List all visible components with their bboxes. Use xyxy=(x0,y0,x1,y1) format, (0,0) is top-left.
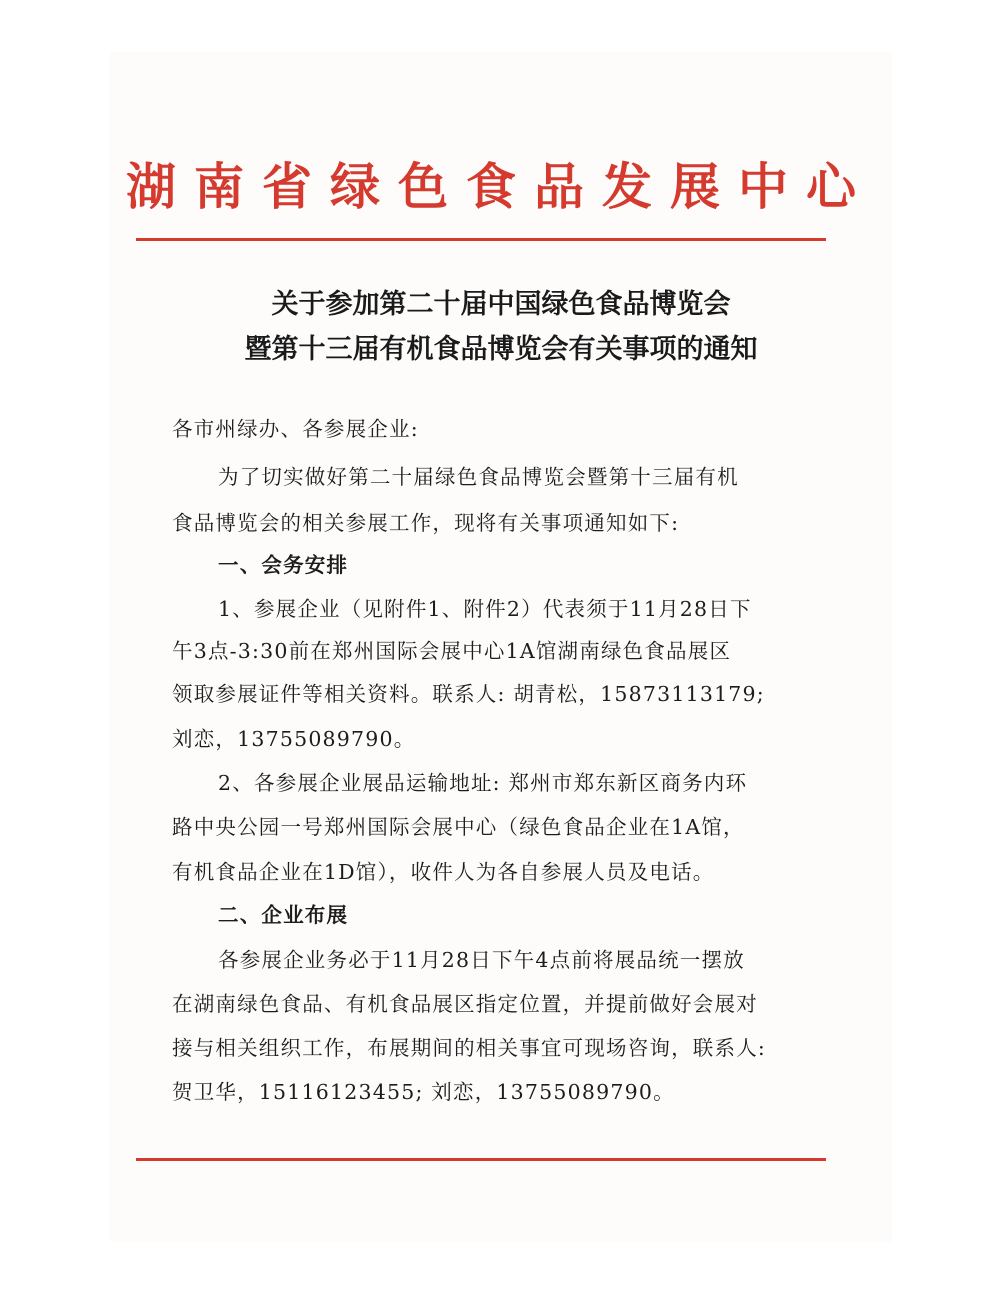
footer-red-rule xyxy=(136,1158,826,1161)
item1-line-1: 1、参展企业（见附件1、附件2）代表须于11月28日下 xyxy=(218,597,752,621)
notice-title-line-1: 关于参加第二十届中国绿色食品博览会 xyxy=(271,289,731,320)
item1-line-4: 刘恋，13755089790。 xyxy=(172,727,416,751)
letterhead-org-name: 湖南省绿色食品发展中心 xyxy=(126,158,874,216)
setup-line-2: 在湖南绿色食品、有机食品展区指定位置，并提前做好会展对 xyxy=(172,992,758,1016)
item1-line-3: 领取参展证件等相关资料。联系人: 胡青松，15873113179; xyxy=(172,682,765,706)
setup-line-4: 贺卫华，15116123455; 刘恋，13755089790。 xyxy=(172,1080,675,1104)
setup-line-1: 各参展企业务必于11月28日下午4点前将展品统一摆放 xyxy=(218,948,745,972)
item2-line-2: 路中央公园一号郑州国际会展中心（绿色食品企业在1A馆， xyxy=(172,815,745,839)
section-heading-meeting: 一、会务安排 xyxy=(218,553,349,577)
salutation: 各市州绿办、各参展企业: xyxy=(172,417,419,441)
intro-line-1: 为了切实做好第二十届绿色食品博览会暨第十三届有机 xyxy=(218,465,739,489)
notice-title-line-2: 暨第十三届有机食品博览会有关事项的通知 xyxy=(244,334,758,365)
setup-line-3: 接与相关组织工作，布展期间的相关事宜可现场咨询，联系人: xyxy=(172,1036,767,1060)
intro-line-2: 食品博览会的相关参展工作，现将有关事项通知如下: xyxy=(172,511,680,535)
section-heading-setup: 二、企业布展 xyxy=(218,903,349,927)
item2-line-1: 2、各参展企业展品运输地址: 郑州市郑东新区商务内环 xyxy=(218,771,748,795)
item1-line-2: 午3点-3:30前在郑州国际会展中心1A馆湖南绿色食品展区 xyxy=(172,639,732,663)
item2-line-3: 有机食品企业在1D馆），收件人为各自参展人员及电话。 xyxy=(172,860,715,884)
letterhead-red-rule xyxy=(136,238,826,241)
